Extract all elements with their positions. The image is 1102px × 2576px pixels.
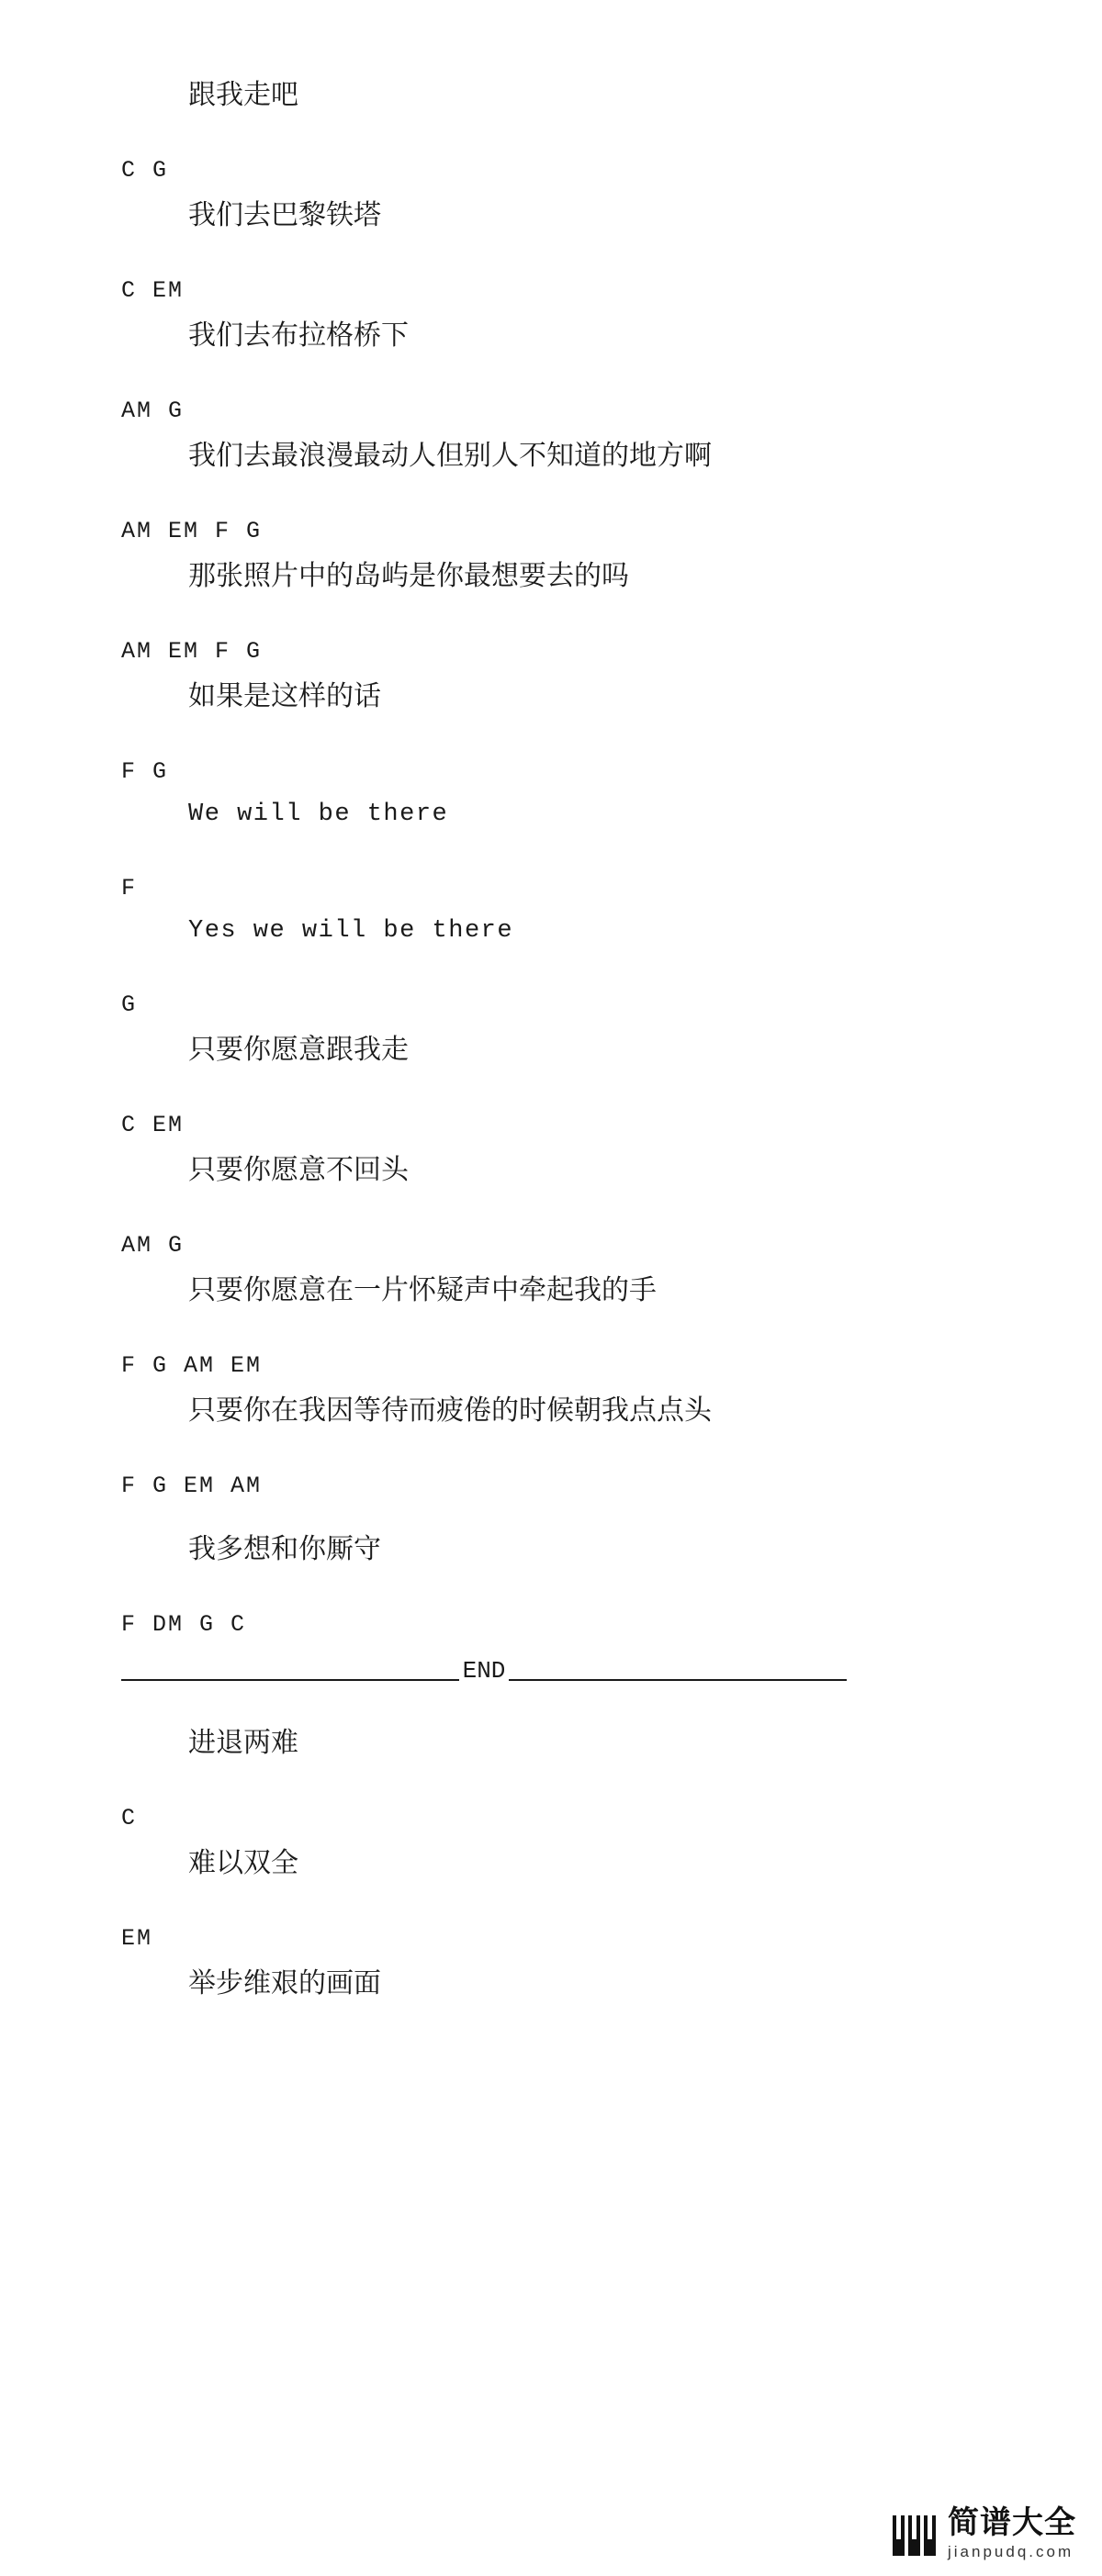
chord-line: AM G [121,1232,185,1260]
lyric-block [0,991,1102,1068]
section-divider [121,1657,847,1685]
watermark-subtitle: jianpudq.com [948,2543,1074,2560]
lyric-line: 我们去最浪漫最动人但别人不知道的地方啊 [188,441,712,471]
lyric-block [0,1611,1102,1639]
chord-line: AM EM F G [121,518,263,544]
lyric-block [0,1925,1102,2001]
chord-line: C [121,1805,138,1832]
watermark-title: 简谱大全 [948,2505,1076,2540]
chord-line: F G [121,758,169,785]
chord-line: C EM [121,277,185,304]
lyric-block [0,157,1102,233]
chord-line: AM G [121,398,185,424]
lyric-block [0,758,1102,831]
watermark-text [948,2507,1076,2559]
lyric-line: 跟我走吧 [188,80,298,110]
chord-line: G [121,991,138,1019]
piano-keys-icon [891,2512,939,2559]
lyric-block [0,398,1102,474]
lyric-line: 我们去布拉格桥下 [188,320,409,351]
lyric-line: 举步维艰的画面 [188,1968,381,1999]
chord-line: C G [121,157,169,184]
divider-label: END [462,1657,506,1686]
chord-line: AM EM F G [121,638,263,665]
lyric-block [0,1805,1102,1881]
lyric-block [0,1725,1102,1761]
lyric-line: 我们去巴黎铁塔 [188,200,381,230]
lyric-line: 只要你愿意跟我走 [188,1035,409,1066]
lyric-line: 只要你愿意在一片怀疑声中牵起我的手 [188,1275,657,1306]
chord-line: F DM G C [121,1611,247,1639]
lyric-line: 那张照片中的岛屿是你最想要去的吗 [188,561,629,591]
lyric-block [0,77,1102,113]
lyric-block [0,875,1102,947]
chord-line: F G AM EM [121,1352,263,1380]
lyric-line: 进退两难 [188,1728,298,1759]
lyric-line: 只要你在我因等待而疲倦的时候朝我点点头 [188,1395,712,1427]
lyric-block [0,638,1102,714]
lyric-line: 如果是这样的话 [188,681,381,711]
lyric-line: 只要你愿意不回头 [188,1155,409,1186]
lyric-line: 我多想和你厮守 [188,1534,381,1565]
chord-line: F [121,875,138,902]
lyric-block [0,1352,1102,1428]
watermark [891,2507,1076,2559]
lyric-block [0,277,1102,353]
divider-rule-right [509,1678,847,1681]
divider-rule-left [121,1678,459,1681]
chord-line: C EM [121,1112,185,1139]
lyric-block [0,518,1102,594]
chord-line: F G EM AM [121,1473,263,1500]
lyric-line: We will be there [188,801,449,828]
lyric-line: Yes we will be there [188,917,514,946]
lyric-block [0,1112,1102,1188]
lyric-block [0,1232,1102,1308]
lyric-block [0,1473,1102,1567]
lyric-line: 难以双全 [188,1848,298,1879]
chord-line: EM [121,1925,153,1953]
